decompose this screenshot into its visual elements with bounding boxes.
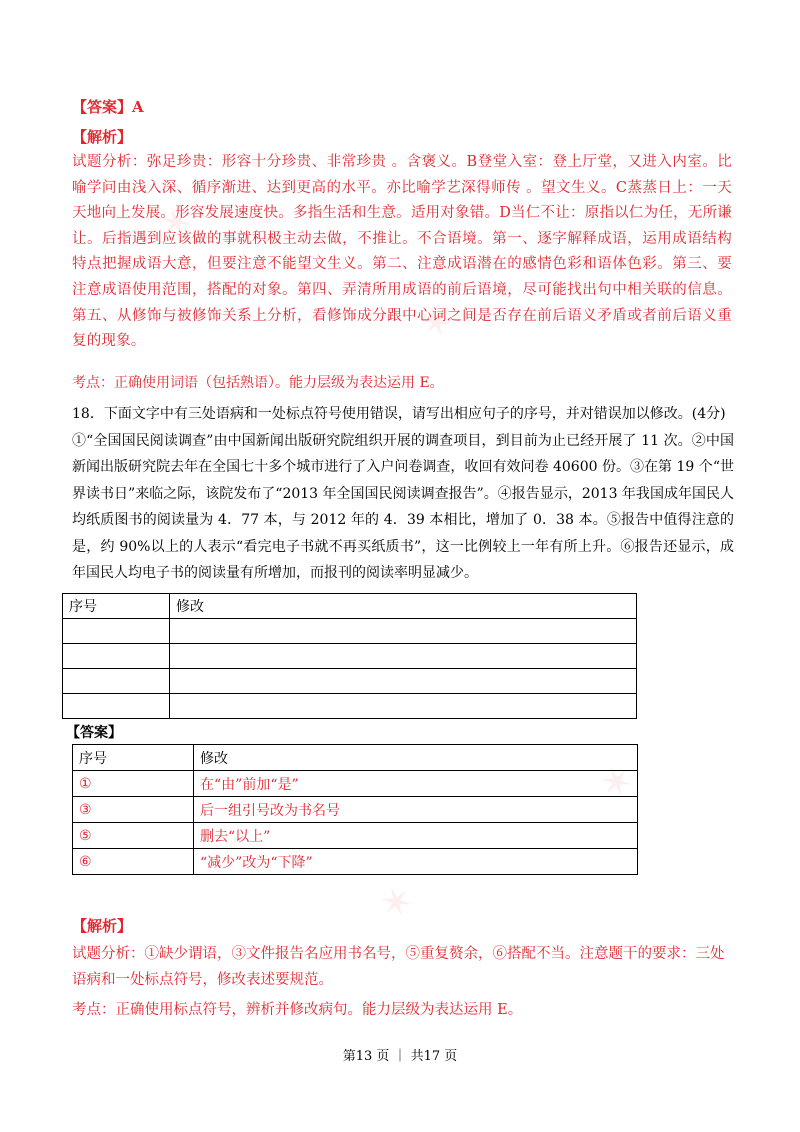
watermark: ✶ [373,875,421,931]
answer-label: 【答案】A [72,98,144,116]
table-cell [63,619,170,644]
table-cell [63,669,170,694]
table-header-number: 序号 [63,594,170,619]
table-row [73,849,638,875]
table-row [73,797,638,823]
table-row [63,644,637,669]
table-row [63,594,637,619]
answer-table [72,744,641,875]
table-row [63,669,637,694]
table-header-number: 序号 [73,745,194,771]
answer-fix: 在“由”前加“是” [194,771,638,797]
kaodian-text: 考点：正确使用标点符号，辨析并修改病句。能力层级为表达运用 E。 [72,1002,523,1018]
analysis-label: 【解析】 [72,128,133,146]
table-header-fix: 修改 [170,594,637,619]
question-18-text: ①“全国国民阅读调查”由中国新闻出版研究院组织开展的调查项目，到目前为止已经开展了 11 次。②中国新闻出版研究院去年在全国七十多个城市进行了入户问卷调查，收回有效问卷 40600 份。③在第 19 个“世界读书日”来临之际，该院发布了“2013 年全国国民阅读调查报告”。④报告显示，2013 年我国成年国民人均纸质图书的阅读量为 4．77 本，与 2012 年的 4．39 本相比，增加了 0．38 本。⑤报告中值得注意的是，约 90%以上的人表示“看完电子书就不再买纸质书”，这一比例较上一年有所上升。⑥报告还显示，成年国民人均电子书的阅读量有所增加，而报刊的阅读率明显减少。 [72,433,734,582]
table-cell [170,644,637,669]
answer-fix: 删去“以上” [194,823,638,849]
table-row [63,694,637,719]
answer-number: ① [73,771,194,797]
table-cell [170,669,637,694]
answer-number: ⑥ [73,849,194,875]
analysis-text: 试题分析：弥足珍贵：形容十分珍贵、非常珍贵 。含褒义。B登堂入室：登上厅堂，又进入内室。比喻学问由浅入深、循序渐进、达到更高的水平。亦比喻学艺深得师传 。望文生义。C蒸蒸日上：一天天地向上发展。形容发展速度快。多指生活和生意。适用对象错。D当仁不让：原指以仁为任，无所谦让。后指遇到应该做的事就积极主动去做，不推让。不合语境。第一、逐字解释成语，运用成语结构特点把握成语大意，但要注意不能望文生义。第二、注意成语潜在的感情色彩和语体色彩。第三、要注意成语使用范围，搭配的对象。第四、弄清所用成语的前后语境，尽可能找出句中相关联的信息。第五、从修饰与被修饰关系上分析，看修饰成分跟中心词之间是否存在前后语义矛盾或者前后语义重复的现象。 [72,154,732,350]
table-row [73,823,638,849]
table-cell [63,644,170,669]
watermark: ✶ [413,295,461,351]
watermark: ✶ [593,755,641,811]
answer-fix: “减少”改为“下降” [194,849,638,875]
table-cell [170,619,637,644]
question-18-title: 18．下面文字中有三处语病和一处标点符号使用错误，请写出相应句子的序号，并对错误加以修改。(4分) [72,406,726,422]
analysis-text: 试题分析：①缺少谓语，③文件报告名应用书名号，⑤重复赘余，⑥搭配不当。注意题干的要求：三处语病和一处标点符号，修改表述要规范。 [72,946,725,988]
blank-answer-table [62,593,637,719]
answer-fix: 后一组引号改为书名号 [194,797,638,823]
table-row [73,745,638,771]
answer-number: ⑤ [73,823,194,849]
table-row [63,619,637,644]
table-row [73,771,638,797]
analysis-label: 【解析】 [72,917,133,935]
table-header-fix: 修改 [194,745,638,771]
kaodian-text: 考点：正确使用词语（包括熟语）。能力层级为表达运用 E。 [72,375,444,391]
table-cell [63,694,170,719]
table-cell [170,694,637,719]
answer-label: 【答案】 [66,725,122,741]
answer-number: ③ [73,797,194,823]
watermark: ✶ [153,195,201,251]
page-footer: 第13 页 ｜ 共17 页 [342,1049,458,1064]
